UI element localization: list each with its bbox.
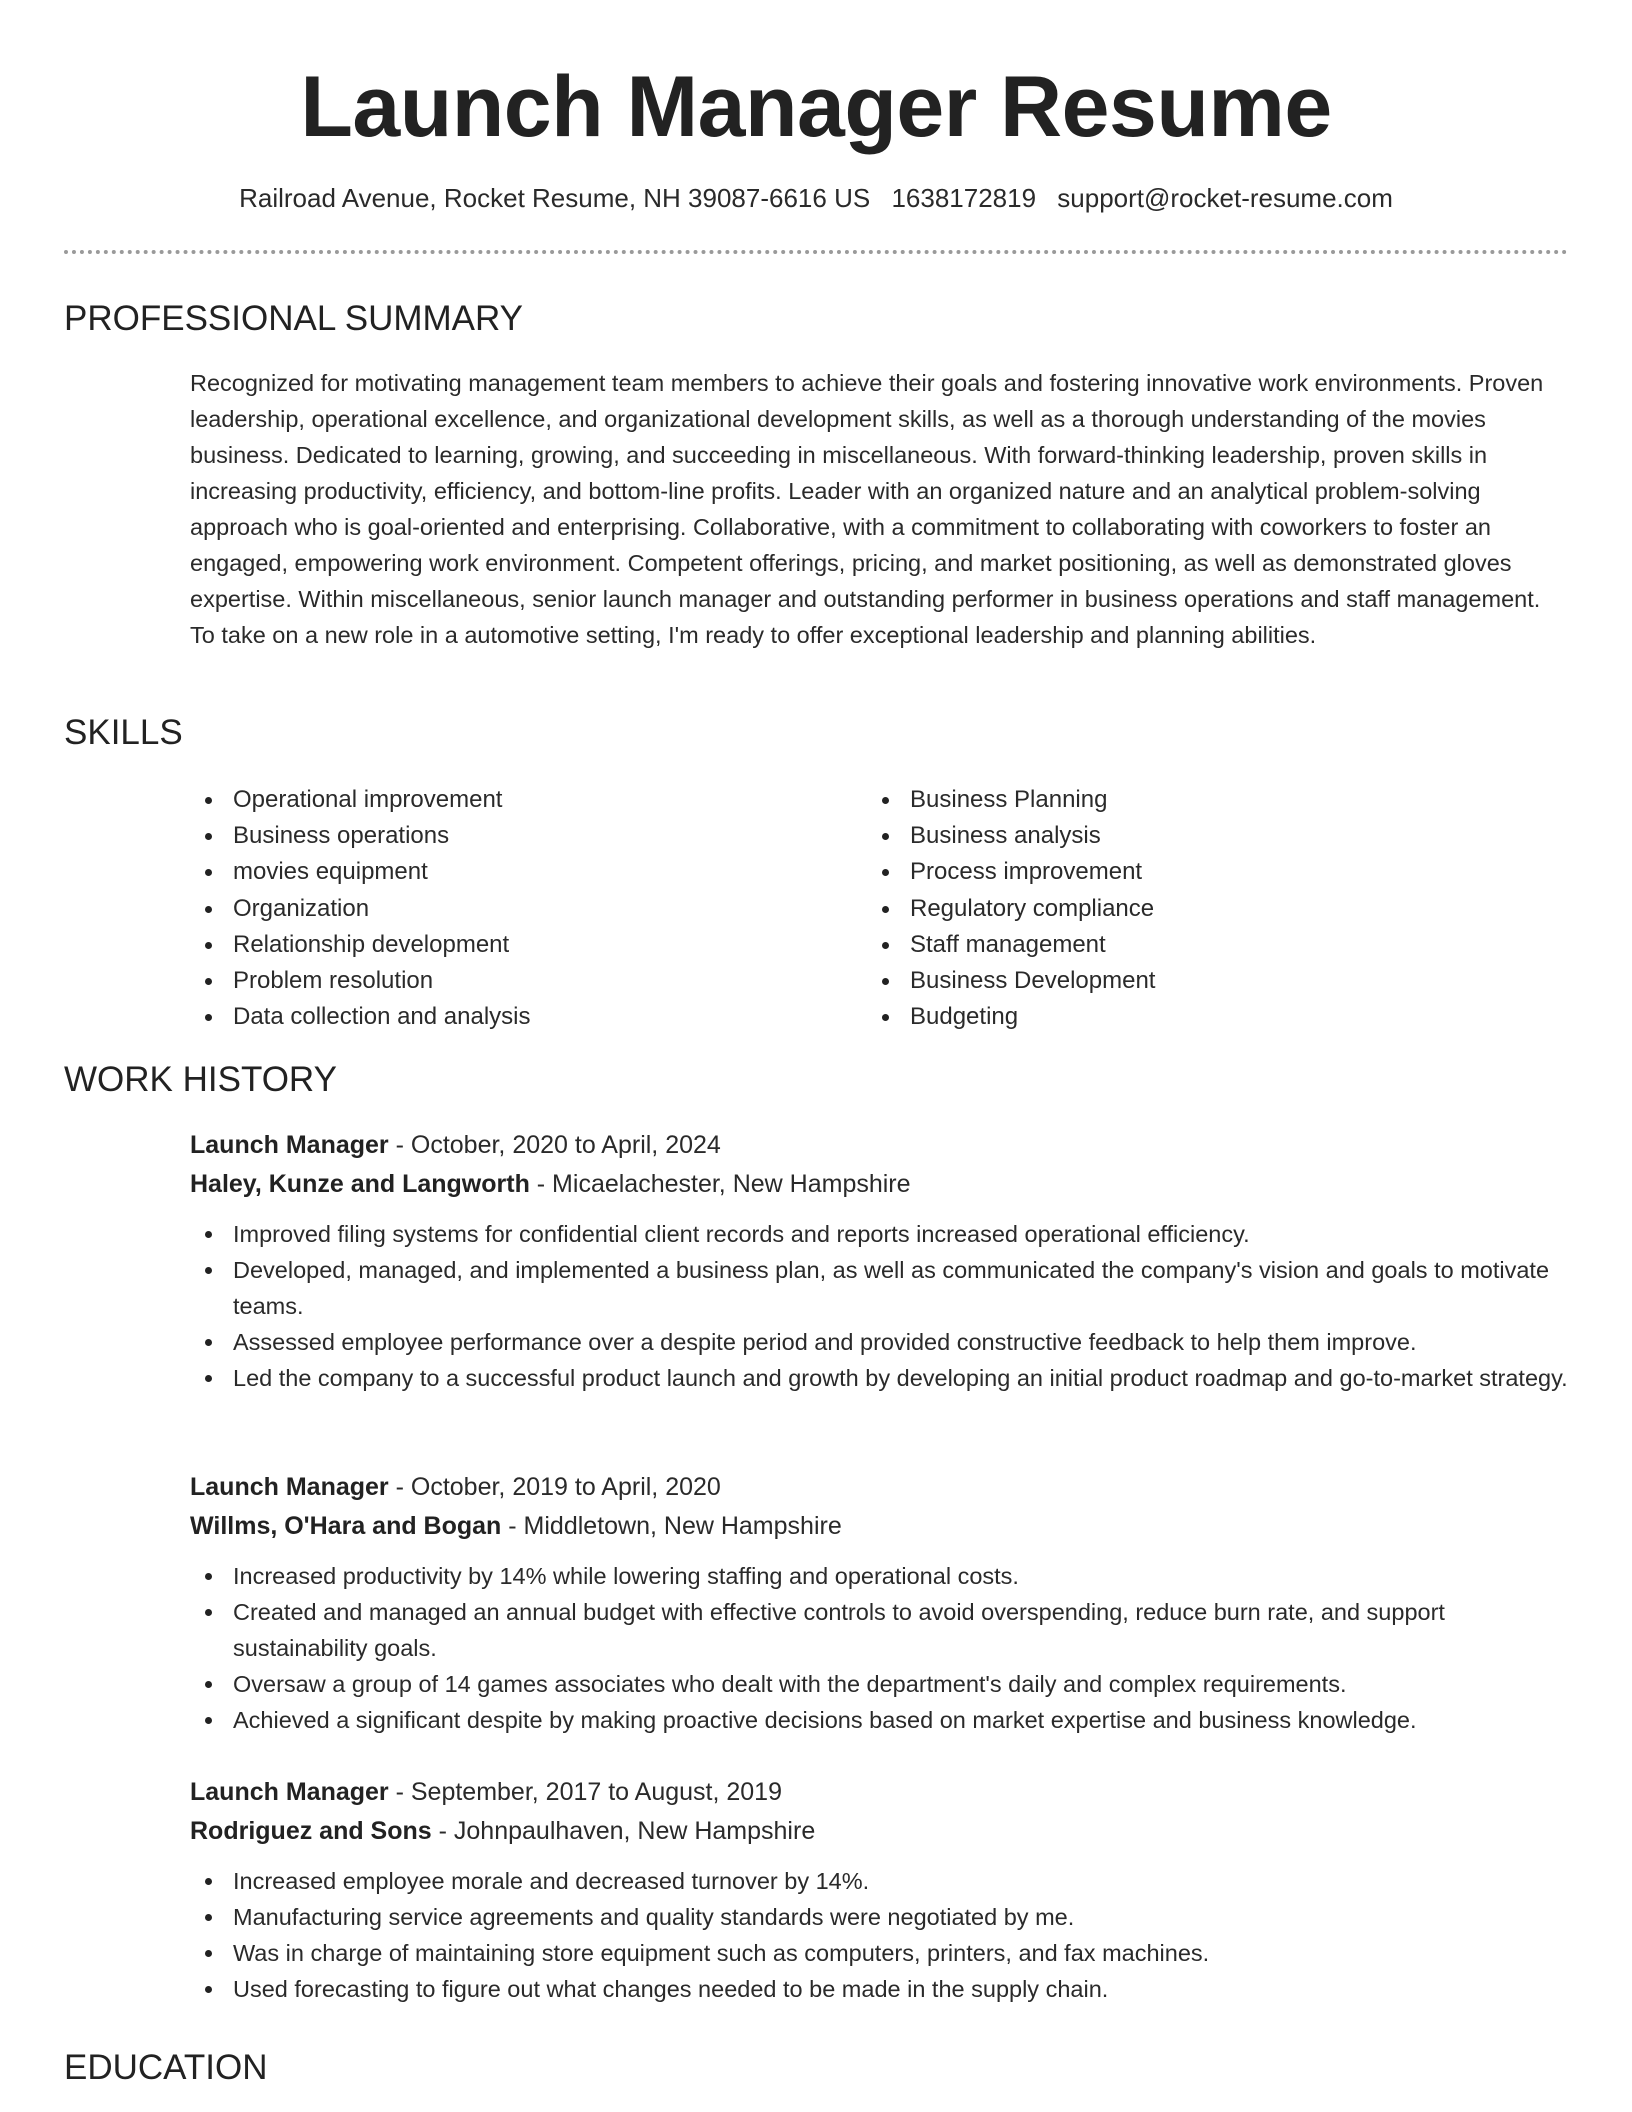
job-title-line [190,1773,1570,1812]
skill-item: Process improvement [867,854,1507,890]
section-title-education: EDUCATION [64,2048,268,2087]
skill-item: Business operations [190,818,830,854]
skill-item: Business Planning [867,782,1507,818]
job-role: Launch Manager [190,1778,389,1806]
job-company-line [190,1165,1570,1204]
section-title-skills: SKILLS [64,713,183,752]
job-company: Willms, O'Hara and Bogan [190,1512,502,1540]
job-bullet: Led the company to a successful product launch and growth by developing an initial product roadmap and go-to-market strategy. [190,1360,1570,1396]
skill-item: Budgeting [867,999,1507,1035]
skills-list-right [867,782,1507,1035]
job-bullet: Increased productivity by 14% while lowering staffing and operational costs. [190,1558,1570,1594]
job-location: - Middletown, New Hampshire [501,1512,842,1540]
job-bullet: Manufacturing service agreements and quality standards were negotiated by me. [190,1899,1570,1935]
job-bullet: Increased employee morale and decreased turnover by 14%. [190,1863,1570,1899]
skill-item: Data collection and analysis [190,999,830,1035]
job-title-line [190,1126,1570,1165]
section-title-summary: PROFESSIONAL SUMMARY [64,299,523,338]
contact-address: Railroad Avenue, Rocket Resume, NH 39087-6616 US [239,183,871,213]
job-role: Launch Manager [190,1473,389,1501]
job-role: Launch Manager [190,1131,389,1159]
skill-item: movies equipment [190,854,830,890]
job-entry [190,1126,1570,1396]
job-entry [190,1773,1570,2007]
job-bullets [190,1216,1570,1396]
job-bullets [190,1558,1570,1738]
skill-item: Operational improvement [190,782,830,818]
job-bullet: Improved filing systems for confidential client records and reports increased operational efficiency. [190,1216,1570,1252]
job-dates: - September, 2017 to August, 2019 [388,1778,782,1806]
skill-item: Business analysis [867,818,1507,854]
job-company: Haley, Kunze and Langworth [190,1170,530,1198]
skill-item: Staff management [867,927,1507,963]
job-bullet: Oversaw a group of 14 games associates who dealt with the department's daily and complex requirements. [190,1666,1570,1702]
skill-item: Business Development [867,963,1507,999]
job-bullet: Created and managed an annual budget with effective controls to avoid overspending, reduce burn rate, and support sustainability goals. [190,1594,1570,1666]
job-title-line [190,1468,1570,1507]
job-company-line [190,1812,1570,1851]
job-bullets [190,1863,1570,2007]
job-location: - Micaelachester, New Hampshire [529,1170,911,1198]
skills-list-left [190,782,830,1035]
contact-email: support@rocket-resume.com [1057,183,1393,213]
job-bullet: Assessed employee performance over a despite period and provided constructive feedback to help them improve. [190,1324,1570,1360]
contact-line [0,180,1632,216]
section-title-work-history: WORK HISTORY [64,1060,337,1099]
job-dates: - October, 2020 to April, 2024 [388,1131,721,1159]
header-divider [64,250,1568,254]
resume-title: Launch Manager Resume [300,59,1332,155]
skill-item: Relationship development [190,927,830,963]
job-dates: - October, 2019 to April, 2020 [388,1473,721,1501]
summary-text: Recognized for motivating management team members to achieve their goals and fostering innovative work environments. Proven leadership, operational excellence, and organizational development skills, as well as a thorough understanding of the movies business. Dedicated to learning, growing, and succeeding in miscellaneous. With forward-thinking leadership, proven skills in increasing productivity, efficiency, and bottom-line profits. Leader with an organized nature and an analytical problem-solving approach who is goal-oriented and enterprising. Collaborative, with a commitment to collaborating with coworkers to foster an engaged, empowering work environment. Competent offerings, pricing, and market positioning, as well as demonstrated gloves expertise. Within miscellaneous, senior launch manager and outstanding performer in business operations and staff management. To take on a new role in a automotive setting, I'm ready to offer exceptional leadership and planning abilities. [190,370,1544,648]
job-bullet: Developed, managed, and implemented a business plan, as well as communicated the company's vision and goals to motivate teams. [190,1252,1570,1324]
job-entry [190,1468,1570,1738]
job-company-line [190,1507,1570,1546]
job-location: - Johnpaulhaven, New Hampshire [431,1817,816,1845]
skill-item: Regulatory compliance [867,891,1507,927]
skill-item: Problem resolution [190,963,830,999]
job-bullet: Was in charge of maintaining store equipment such as computers, printers, and fax machines. [190,1935,1570,1971]
job-bullet: Achieved a significant despite by making proactive decisions based on market expertise and business knowledge. [190,1702,1570,1738]
job-company: Rodriguez and Sons [190,1817,432,1845]
skill-item: Organization [190,891,830,927]
job-bullet: Used forecasting to figure out what changes needed to be made in the supply chain. [190,1971,1570,2007]
contact-phone: 1638172819 [891,183,1037,213]
